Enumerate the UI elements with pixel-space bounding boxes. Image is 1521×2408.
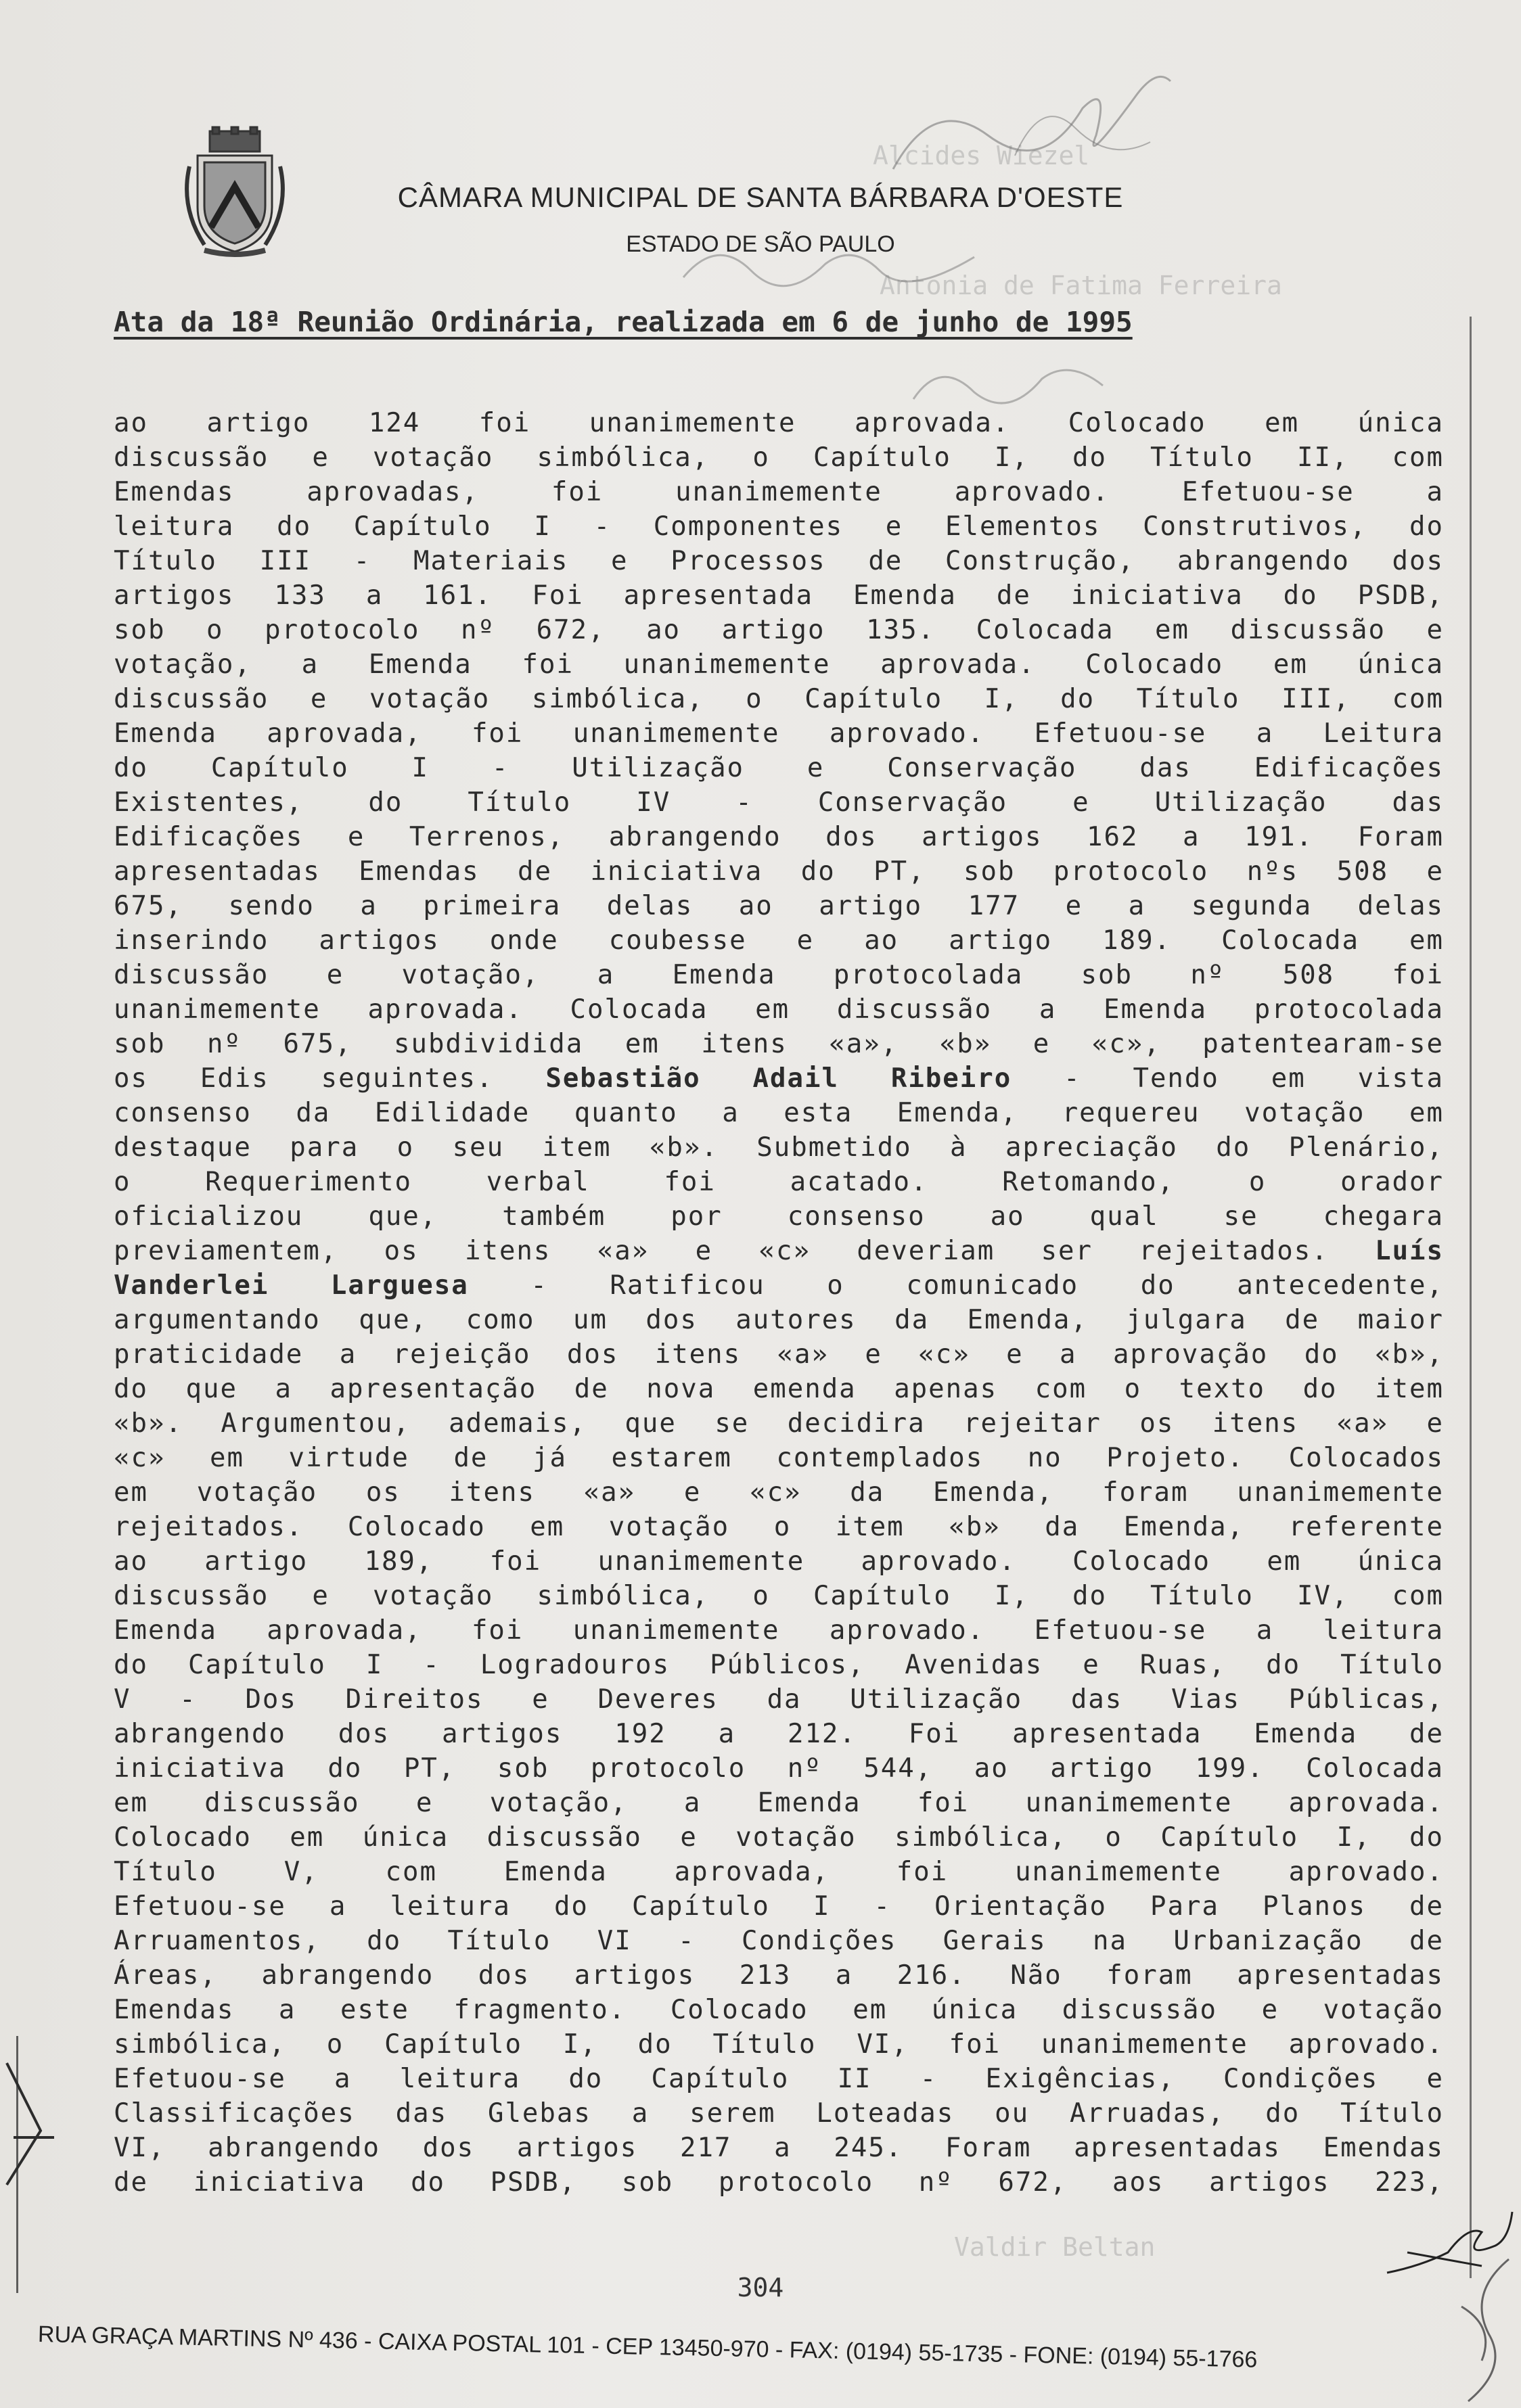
- signature-top-right: [880, 54, 1177, 189]
- body-line-text: do Capítulo I - Logradouros Públicos, Avenidas e Ruas, do Título: [114, 1650, 1444, 1680]
- body-line-text: Emendas a este fragmento. Colocado em única discussão e votação: [114, 1995, 1444, 2025]
- body-line-text: Título V, com Emenda aprovada, foi unanimemente aprovado.: [114, 1857, 1444, 1887]
- body-line: [114, 1268, 1444, 1303]
- body-line: [114, 475, 1444, 509]
- body-line: [114, 1372, 1444, 1406]
- body-line-text: de iniciativa do PSDB, sob protocolo nº 672, aos artigos 223,: [114, 2167, 1444, 2198]
- body-line: [114, 1579, 1444, 1613]
- body-line: [114, 2027, 1444, 2062]
- bleed-through-text: Valdir Beltan: [954, 2232, 1156, 2262]
- body-line-text: Efetuou-se a leitura do Capítulo I - Orientação Para Planos de: [114, 1891, 1444, 1922]
- body-line: [114, 406, 1444, 440]
- body-line: [114, 958, 1444, 992]
- body-line-text: 675, sendo a primeira delas ao artigo 177 e a segunda delas: [114, 891, 1444, 921]
- institution-name: CÂMARA MUNICIPAL DE SANTA BÁRBARA D'OESTE: [397, 181, 1124, 213]
- body-line-text: VI, abrangendo dos artigos 217 a 245. Foram apresentadas Emendas: [114, 2133, 1444, 2163]
- body-line-text: do que a apresentação de nova emenda apenas com o texto do item: [114, 1374, 1444, 1404]
- body-line: [114, 1096, 1444, 1130]
- body-line-text: artigos 133 a 161. Foi apresentada Emenda de iniciativa do PSDB,: [114, 580, 1444, 611]
- body-line: [114, 2096, 1444, 2131]
- body-line: [114, 1786, 1444, 1820]
- body-line: [114, 440, 1444, 475]
- body-line-text: leitura do Capítulo I - Componentes e Elementos Construtivos, do: [114, 511, 1444, 542]
- body-line-text: iniciativa do PT, sob protocolo nº 544, ao artigo 199. Colocada: [114, 1753, 1444, 1784]
- speaker-name: Sebastião Adail Ribeiro: [545, 1063, 1012, 1094]
- body-line: [114, 1544, 1444, 1579]
- body-line: [114, 1820, 1444, 1855]
- body-line-text: discussão e votação simbólica, o Capítulo I, do Título IV, com: [114, 1581, 1444, 1611]
- body-line-text: ao artigo 124 foi unanimemente aprovada. Colocado em única: [114, 408, 1444, 438]
- body-line-text: «c» em virtude de já estarem contemplados no Projeto. Colocados: [114, 1443, 1444, 1473]
- body-line-text: do Capítulo I - Utilização e Conservação das Edificações: [114, 753, 1444, 783]
- body-line-text: inserindo artigos onde coubesse e ao artigo 189. Colocada em: [114, 925, 1444, 956]
- body-line: [114, 1406, 1444, 1441]
- state-name: ESTADO DE SÃO PAULO: [626, 231, 895, 257]
- body-line-text: abrangendo dos artigos 192 a 212. Foi apresentada Emenda de: [114, 1719, 1444, 1749]
- body-line-text: Edificações e Terrenos, abrangendo dos artigos 162 a 191. Foram: [114, 822, 1444, 852]
- bleed-through-text: Alcides Wiezel: [873, 141, 1090, 170]
- body-line-text: unanimemente aprovada. Colocada em discussão a Emenda protocolada: [114, 994, 1444, 1025]
- body-line-text: o Requerimento verbal foi acatado. Retomando, o orador: [114, 1167, 1444, 1197]
- minutes-heading: Ata da 18ª Reunião Ordinária, realizada em 6 de junho de 1995: [114, 306, 1133, 338]
- minutes-body: [114, 406, 1444, 2200]
- body-line: [114, 1303, 1444, 1337]
- body-line: [114, 1648, 1444, 1682]
- body-line-text: apresentadas Emendas de iniciativa do PT, sob protocolo nºs 508 e: [114, 856, 1444, 887]
- body-line-text: discussão e votação, a Emenda protocolada sob nº 508 foi: [114, 960, 1444, 990]
- body-line: [114, 820, 1444, 854]
- body-line: [114, 682, 1444, 716]
- body-line-text: rejeitados. Colocado em votação o item «b» da Emenda, referente: [114, 1512, 1444, 1542]
- page-number: 304: [737, 2273, 784, 2302]
- body-line: [114, 1337, 1444, 1372]
- body-line: [114, 1130, 1444, 1165]
- body-line: [114, 1199, 1444, 1234]
- bleed-through-text: Antonia de Fatima Ferreira: [880, 271, 1282, 300]
- body-line-text: os Edis seguintes.: [114, 1063, 494, 1094]
- body-line: [114, 509, 1444, 544]
- body-line: [114, 785, 1444, 820]
- body-line: [114, 1993, 1444, 2027]
- body-line: [114, 1717, 1444, 1751]
- body-line: [114, 1165, 1444, 1199]
- body-line-text: sob o protocolo nº 672, ao artigo 135. Colocada em discussão e: [114, 615, 1444, 645]
- body-line-text: discussão e votação simbólica, o Capítulo I, do Título III, com: [114, 684, 1444, 714]
- body-line: [114, 1475, 1444, 1510]
- body-line: [114, 2062, 1444, 2096]
- body-line: [114, 923, 1444, 958]
- body-line-text: simbólica, o Capítulo I, do Título VI, foi unanimemente aprovado.: [114, 2029, 1444, 2060]
- body-line-text: Classificações das Glebas a serem Loteadas ou Arruadas, do Título: [114, 2098, 1444, 2129]
- body-line: [114, 716, 1444, 751]
- right-margin-rule: [1470, 317, 1472, 2278]
- body-line-text: - Ratificou o comunicado do antecedente,: [530, 1270, 1445, 1301]
- body-line: [114, 2131, 1444, 2165]
- body-line-text: oficializou que, também por consenso ao qual se chegara: [114, 1201, 1444, 1232]
- body-line: [114, 544, 1444, 578]
- body-line-text: previamentem, os itens «a» e «c» deveriam ser rejeitados.: [114, 1236, 1329, 1266]
- body-line: [114, 2165, 1444, 2200]
- body-line-text: ao artigo 189, foi unanimemente aprovado. Colocado em única: [114, 1546, 1444, 1577]
- body-line-text: Áreas, abrangendo dos artigos 213 a 216. Não foram apresentadas: [114, 1960, 1444, 1991]
- signature-left-margin: [0, 2056, 61, 2192]
- signature-bottom-right-corner: [1441, 2252, 1521, 2408]
- body-line: [114, 1613, 1444, 1648]
- body-line: [114, 613, 1444, 647]
- body-line-text: Efetuou-se a leitura do Capítulo II - Exigências, Condições e: [114, 2064, 1444, 2094]
- letterhead-footer: RUA GRAÇA MARTINS Nº 436 - CAIXA POSTAL 101 - CEP 13450-970 - FAX: (0194) 55-1735 - FONE: (0194) 55-1766: [37, 2321, 1258, 2373]
- body-line-text: consenso da Edilidade quanto a esta Emenda, requereu votação em: [114, 1098, 1444, 1128]
- body-line-text: Arruamentos, do Título VI - Condições Gerais na Urbanização de: [114, 1926, 1444, 1956]
- body-line-text: Título III - Materiais e Processos de Construção, abrangendo dos: [114, 546, 1444, 576]
- body-line: [114, 1889, 1444, 1924]
- body-line-text: Emendas aprovadas, foi unanimemente aprovado. Efetuou-se a: [114, 477, 1444, 507]
- body-line: [114, 578, 1444, 613]
- body-line: [114, 647, 1444, 682]
- body-line-text: V - Dos Direitos e Deveres da Utilização das Vias Públicas,: [114, 1684, 1444, 1715]
- body-line: [114, 1924, 1444, 1958]
- body-line-text: praticidade a rejeição dos itens «a» e «c» e a aprovação do «b»,: [114, 1339, 1444, 1370]
- body-line: [114, 1061, 1444, 1096]
- body-line: [114, 1682, 1444, 1717]
- signature-upper-right: [907, 352, 1110, 426]
- body-line-text: Emenda aprovada, foi unanimemente aprovado. Efetuou-se a leitura: [114, 1615, 1444, 1646]
- body-line-text: em discussão e votação, a Emenda foi unanimemente aprovada.: [114, 1788, 1444, 1818]
- body-line-text: Emenda aprovada, foi unanimemente aprovado. Efetuou-se a Leitura: [114, 718, 1444, 749]
- body-line-text: - Tendo em vista: [1064, 1063, 1444, 1094]
- body-line: [114, 1958, 1444, 1993]
- body-line-text: discussão e votação simbólica, o Capítulo I, do Título II, com: [114, 442, 1444, 473]
- signature-middle-top: [677, 223, 1001, 304]
- body-line-text: Existentes, do Título IV - Conservação e Utilização das: [114, 787, 1444, 818]
- body-line-text: votação, a Emenda foi unanimemente aprovada. Colocado em única: [114, 649, 1444, 680]
- body-line: [114, 889, 1444, 923]
- body-line: [114, 854, 1444, 889]
- body-line: [114, 992, 1444, 1027]
- body-line: [114, 1234, 1444, 1268]
- body-line: [114, 1027, 1444, 1061]
- body-line: [114, 751, 1444, 785]
- body-line-text: argumentando que, como um dos autores da Emenda, julgara de maior: [114, 1305, 1444, 1335]
- body-line-text: «b». Argumentou, ademais, que se decidira rejeitar os itens «a» e: [114, 1408, 1444, 1439]
- body-line: [114, 1855, 1444, 1889]
- speaker-name: Luís: [1375, 1236, 1445, 1266]
- body-line: [114, 1510, 1444, 1544]
- body-line: [114, 1751, 1444, 1786]
- body-line-text: em votação os itens «a» e «c» da Emenda, foram unanimemente: [114, 1477, 1444, 1508]
- body-line: [114, 1441, 1444, 1475]
- body-line-text: destaque para o seu item «b». Submetido à apreciação do Plenário,: [114, 1132, 1444, 1163]
- body-line-text: Colocado em única discussão e votação simbólica, o Capítulo I, do: [114, 1822, 1444, 1853]
- speaker-name: Vanderlei Larguesa: [114, 1270, 469, 1301]
- body-line-text: sob nº 675, subdividida em itens «a», «b» e «c», patentearam-se: [114, 1029, 1444, 1059]
